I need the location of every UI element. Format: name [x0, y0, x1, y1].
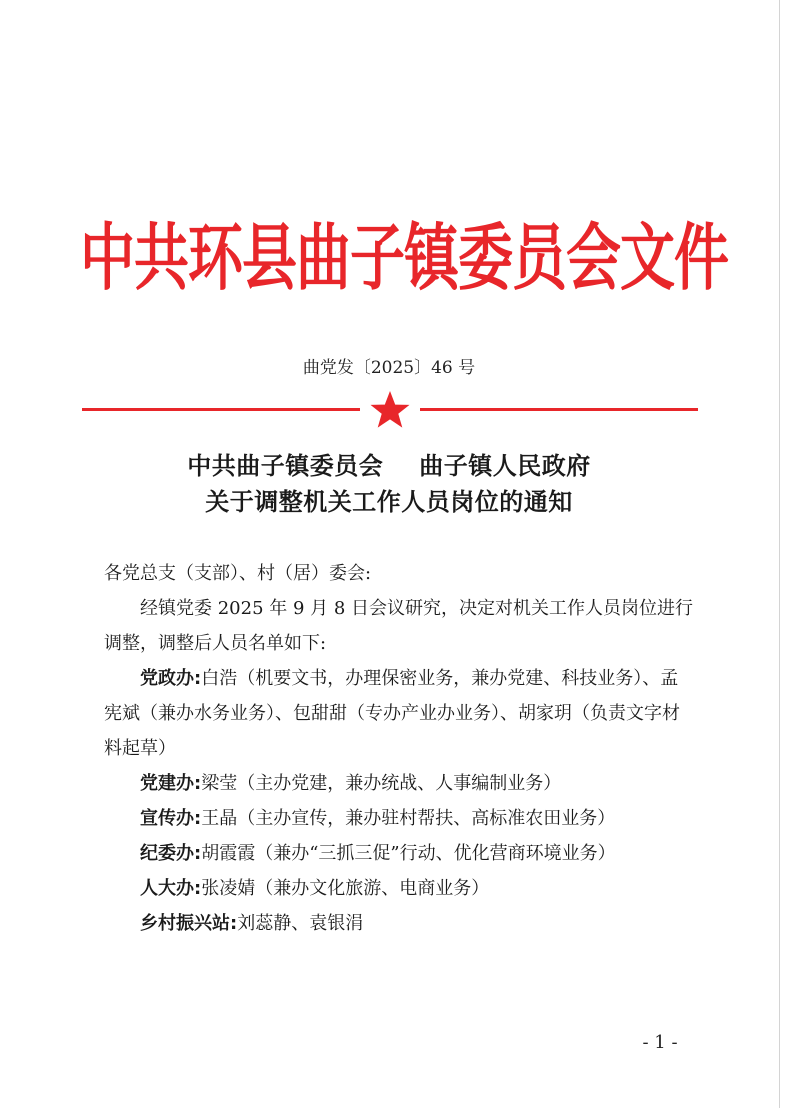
star-icon	[368, 390, 412, 430]
notice-title-line2: 关于调整机关工作人员岗位的通知	[205, 488, 573, 516]
issuer-party-committee: 中共曲子镇委员会	[187, 452, 384, 480]
assignment-item	[104, 661, 694, 766]
masthead-title: 中共环县曲子镇委员会文件	[80, 215, 729, 301]
assignment-detail: 王晶（主办宣传，兼办驻村帮扶、高标准农田业务）	[201, 808, 616, 829]
notice-title-line1	[0, 446, 778, 481]
scan-edge-line	[779, 0, 780, 1108]
assignment-item	[104, 906, 694, 941]
assignment-item	[104, 836, 694, 871]
assignment-detail: 刘蕊静、袁银涓	[237, 913, 364, 934]
assignment-item	[104, 766, 694, 801]
assignment-detail: 梁莹（主办党建，兼办统战、人事编制业务）	[201, 773, 562, 794]
intro-paragraph: 经镇党委 2025 年 9 月 8 日会议研究，决定对机关工作人员岗位进行调整，调整后人员名单如下:	[104, 598, 694, 654]
assignment-item	[104, 871, 694, 906]
assignment-detail: 白浩（机要文书，办理保密业务，兼办党建、科技业务）、孟宪斌（兼办水务业务）、包甜甜（专办产业办业务）、胡家玥（负责文字材料起草）	[104, 668, 680, 759]
page-number: - 1 -	[642, 1032, 678, 1053]
assignment-dept: 党建办:	[140, 773, 202, 794]
document-body	[104, 556, 694, 941]
assignment-dept: 纪委办:	[140, 843, 202, 864]
assignment-dept: 党政办:	[140, 668, 202, 689]
assignment-dept: 人大办:	[140, 878, 202, 899]
assignment-item	[104, 801, 694, 836]
divider-line-left	[82, 408, 360, 411]
divider-line-right	[420, 408, 698, 411]
assignment-dept: 宣传办:	[140, 808, 202, 829]
assignment-dept: 乡村振兴站:	[140, 913, 238, 934]
document-number: 曲党发〔2025〕46 号	[302, 358, 476, 378]
issuer-government: 曲子镇人民政府	[419, 452, 591, 480]
red-divider	[82, 390, 698, 430]
assignment-detail: 张凌婧（兼办文化旅游、电商业务）	[201, 878, 490, 899]
assignment-detail: 胡霞霞（兼办“三抓三促”行动、优化营商环境业务）	[201, 843, 616, 864]
salutation: 各党总支（支部）、村（居）委会:	[104, 563, 372, 584]
